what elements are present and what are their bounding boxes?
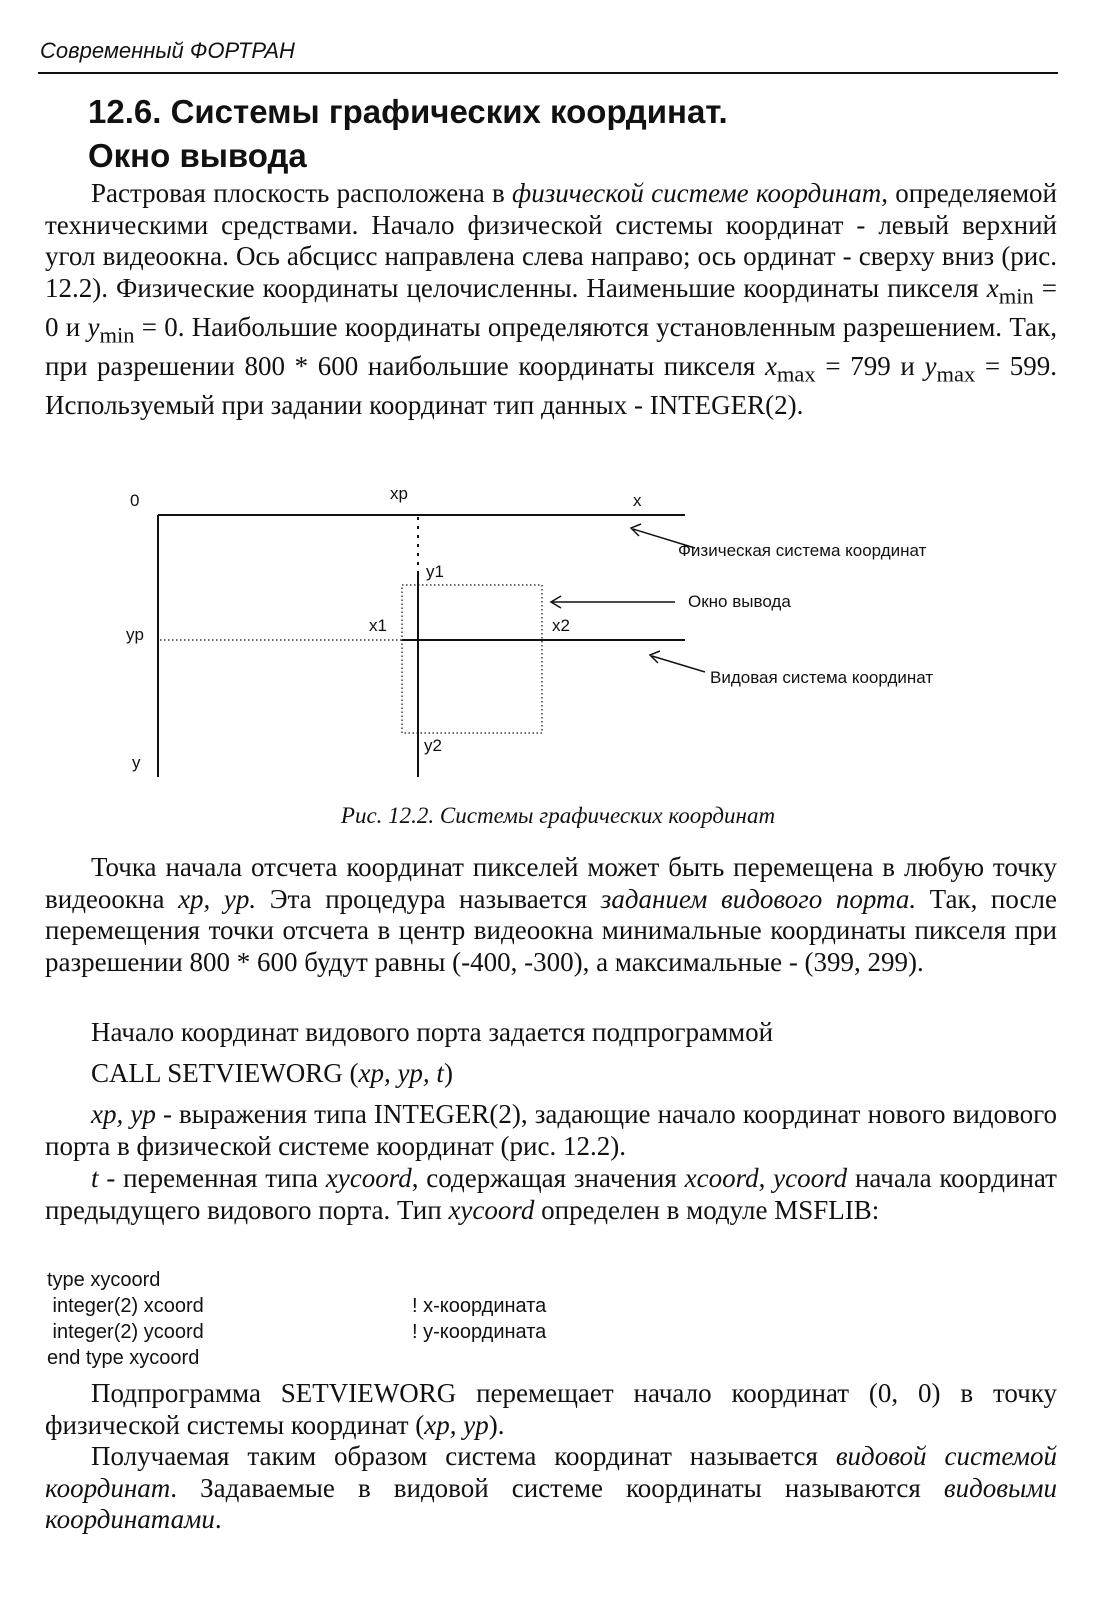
math-subscript: min <box>99 322 135 348</box>
text-run: = 599. Используемый при задании координат тип данных - INTEGER(2). <box>45 350 1057 420</box>
label-x2: x2 <box>552 616 570 635</box>
code-line <box>47 1293 747 1319</box>
math-var: y <box>924 350 937 381</box>
coordinate-diagram <box>120 485 1000 790</box>
emphasis-term: заданием видового порта. <box>600 883 917 914</box>
code-text: integer(2) ycoord <box>47 1321 204 1343</box>
text-run: CALL SETVIEWORG ( <box>91 1058 359 1088</box>
emphasis-term: xp, yp. <box>178 883 257 914</box>
label-origin: 0 <box>130 491 140 510</box>
paragraph-view-system <box>45 1441 1057 1536</box>
paragraph-subroutine-intro: Начало координат видового порта задается подпрограммой <box>91 1017 774 1047</box>
code-text: integer(2) xcoord <box>47 1295 204 1317</box>
code-text: end type xycoord <box>47 1347 200 1369</box>
math-var: x <box>764 350 777 381</box>
emphasis-term: xp, yp <box>424 1409 489 1440</box>
code-comment: ! x-координата <box>412 1295 547 1317</box>
text-run: ). <box>488 1409 505 1440</box>
header-rule <box>38 72 1058 74</box>
arrow-view-line <box>652 656 705 672</box>
math-subscript: max <box>936 361 976 387</box>
text-run: . Задаваемые в видовой системе координаты называются <box>170 1472 944 1503</box>
text-run: , содержащая значения <box>411 1163 685 1193</box>
paragraph-viewport-origin <box>45 852 1057 978</box>
math-var: y <box>87 311 100 342</box>
running-head: Современный ФОРТРАН <box>40 38 295 63</box>
text-run: Подпрограмма SETVIEWORG перемещает начало координат (0, 0) в точку физической системы координат ( <box>45 1378 1057 1440</box>
text-run: Растровая плоскость расположена в <box>91 178 513 208</box>
emphasis-term: xycoord <box>448 1194 535 1225</box>
section-title-line-2: Окно вывода <box>88 137 307 174</box>
code-line <box>47 1319 747 1345</box>
emphasis-term: физической системе координат <box>512 178 882 208</box>
section-title <box>88 90 728 178</box>
section-title-line-1: 12.6. Системы графических координат. <box>88 93 728 130</box>
text-run: = 799 и <box>815 350 925 381</box>
emphasis-term: xcoord, ycoord <box>684 1163 848 1193</box>
label-output-window: Окно вывода <box>688 592 791 611</box>
code-block <box>47 1267 747 1371</box>
label-physical-system: Физическая система координат <box>678 541 927 560</box>
paragraph-raster-plane <box>45 178 1057 421</box>
label-xp: xp <box>390 485 408 503</box>
emphasis-term: видовыми координатами <box>45 1472 1057 1535</box>
text-run: - выражения типа INTEGER(2), задающие начало координат нового видового порта в физической системе координат (рис. 12.2). <box>45 1099 1058 1161</box>
text-run: Точка начала отсчета координат пикселей может быть перемещена в любую точку видеоокна <box>45 852 1057 914</box>
text-run: = 0. Наибольшие координаты определяются установленным разрешением. Так, при разрешении 800 * 600 наибольшие координаты пикселя <box>45 311 1057 381</box>
paragraph-xp-yp-description <box>45 1099 1057 1162</box>
figure-caption: Рис. 12.2. Системы графических координат <box>340 803 776 828</box>
code-comment: ! y-координата <box>412 1321 547 1343</box>
text-run: = 0 и <box>45 272 1057 342</box>
emphasis-term: xp, yp, t <box>358 1058 444 1088</box>
text-run: - переменная типа <box>98 1163 326 1193</box>
figure-coordinate-systems <box>120 485 1000 790</box>
output-window-rect <box>402 585 542 733</box>
paragraph-call-statement <box>45 1058 1057 1090</box>
text-run: . <box>214 1504 222 1535</box>
emphasis-term: видовой системой координат <box>45 1441 1057 1503</box>
label-y2: y2 <box>424 736 442 755</box>
emphasis-term: xycoord <box>325 1163 412 1193</box>
text-run: ) <box>443 1058 453 1088</box>
math-subscript: min <box>998 283 1034 309</box>
emphasis-term: t <box>91 1163 99 1193</box>
paragraph-setvieworg-effect <box>45 1378 1057 1441</box>
text-run: начала координат предыдущего видового порта. Тип <box>45 1163 1057 1225</box>
emphasis-term: xp, yp <box>91 1099 156 1129</box>
label-y1: y1 <box>426 562 444 581</box>
label-view-system: Видовая система координат <box>710 668 934 687</box>
label-y: y <box>132 753 141 772</box>
paragraph-t-description <box>45 1163 1057 1226</box>
label-yp: yp <box>126 625 144 644</box>
text-run: определен в модуле MSFLIB: <box>534 1194 880 1225</box>
text-run: Получаемая таким образом система координат называется <box>91 1441 836 1471</box>
label-x1: x1 <box>369 616 387 635</box>
label-x: x <box>633 491 642 510</box>
text-run: , определяемой техническими средствами. Начало физической системы координат - левый верхний угол видеоокна. Ось абсцисс направлена слева направо; ось ординат - сверху вниз (рис. 12.2). Физические координаты целочисленны. Наименьшие координаты пикселя <box>45 178 1057 303</box>
math-subscript: max <box>776 361 816 387</box>
text-run: Эта процедура называется <box>256 883 601 914</box>
code-line <box>47 1345 747 1371</box>
code-text: type xycoord <box>47 1269 161 1291</box>
math-var: x <box>986 272 999 303</box>
text-run: Так, после перемещения точки отсчета в центр видеоокна минимальные координаты пикселя при разрешении 800 * 600 будут равны (-400, -300), а максимальные - (399, 299). <box>45 883 1057 977</box>
code-line <box>47 1267 747 1293</box>
